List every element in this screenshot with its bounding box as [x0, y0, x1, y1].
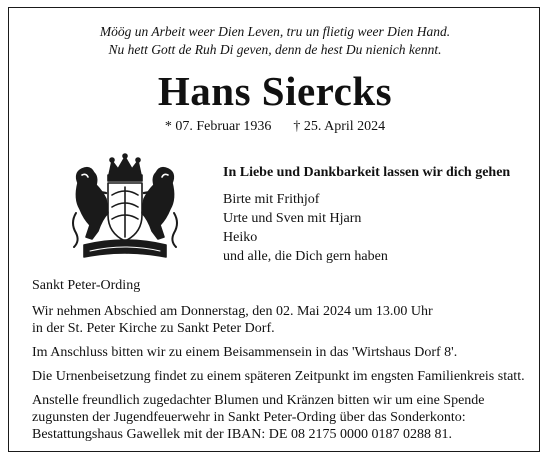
- donation-paragraph: [32, 392, 485, 443]
- mourners-list: [223, 190, 388, 266]
- mourner-entry: Heiko: [223, 230, 258, 245]
- mourner-entry: Urte und Sven mit Hjarn: [223, 211, 362, 226]
- mourner-entry: Birte mit Frithjof: [223, 192, 320, 207]
- urn-paragraph: Die Urnenbeisetzung findet zu einem späteren Zeitpunkt im engsten Familienkreis statt.: [32, 369, 525, 384]
- place-line: Sankt Peter-Ording: [32, 278, 141, 293]
- deceased-name: Hans Siercks: [157, 68, 393, 114]
- life-dates: [0, 118, 550, 136]
- gathering-paragraph: Im Anschluss bitten wir zu einem Beisammensein in das 'Wirtshaus Dorf 8'.: [32, 345, 458, 360]
- donation-line: Anstelle freundlich zugedachter Blumen und Kränzen bitten wir um eine Spende: [32, 393, 485, 408]
- donation-line: zugunsten der Jugendfeuerwehr in Sankt Peter-Ording über das Sonderkonto:: [32, 410, 466, 425]
- donation-line: Bestattungshaus Gawellek mit der IBAN: DE 08 2175 0000 0187 0288 81.: [32, 427, 452, 442]
- motto-line-1: Möög un Arbeit weer Dien Leven, tru un flietig weer Dien Hand.: [99, 24, 451, 39]
- dedication-heading: In Liebe und Dankbarkeit lassen wir dich gehen: [223, 165, 511, 180]
- farewell-line: in der St. Peter Kirche zu Sankt Peter Dorf.: [32, 321, 275, 336]
- birth-date: * 07. Februar 1936: [164, 119, 272, 134]
- motto-line-2: Nu hett Gott de Ruh Di geven, denn de hest Du nienich kennt.: [108, 42, 442, 57]
- death-date: † 25. April 2024: [293, 119, 386, 134]
- farewell-line: Wir nehmen Abschied am Donnerstag, den 02. Mai 2024 um 13.00 Uhr: [32, 304, 433, 319]
- crest-icon: [68, 153, 182, 265]
- farewell-paragraph: [32, 303, 433, 337]
- mourner-entry: und alle, die Dich gern haben: [223, 249, 388, 264]
